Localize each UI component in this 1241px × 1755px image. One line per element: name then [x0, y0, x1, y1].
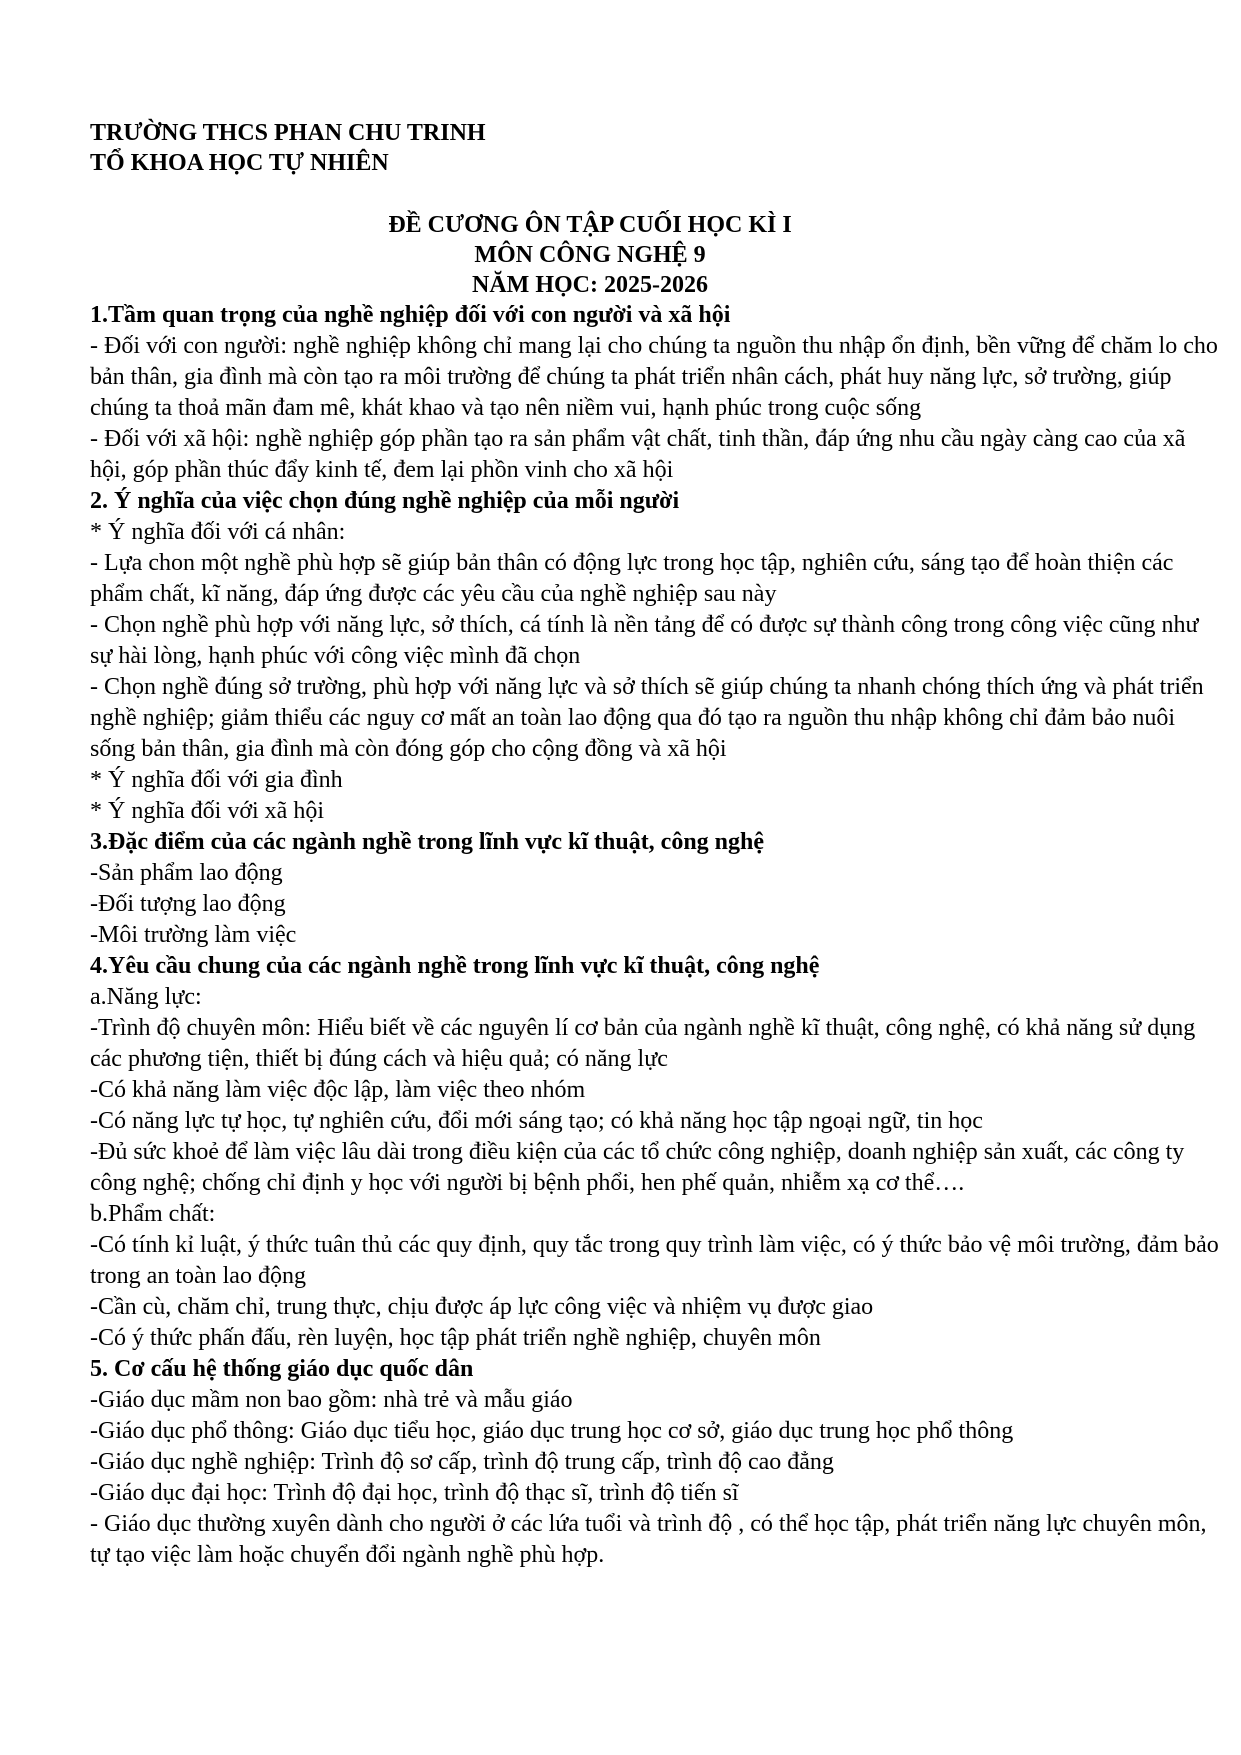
section-3	[90, 827, 1220, 951]
section-line: - Giáo dục thường xuyên dành cho người ở các lứa tuổi và trình độ , có thể học tập, phát triển năng lực chuyên môn, tự tạo việc làm hoặc chuyển đổi ngành nghề phù hợp.	[90, 1511, 1207, 1568]
section-line: -Có khả năng làm việc độc lập, làm việc theo nhóm	[90, 1077, 586, 1103]
school-year: NĂM HỌC: 2025-2026	[472, 272, 708, 298]
section-line: -Môi trường làm việc	[90, 922, 297, 948]
school-name: TRƯỜNG THCS PHAN CHU TRINH	[90, 120, 486, 146]
section-line: - Chọn nghề phù hợp với năng lực, sở thích, cá tính là nền tảng để có được sự thành công trong công việc cũng như sự hài lòng, hạnh phúc với công việc mình đã chọn	[90, 612, 1199, 669]
section-line: -Giáo dục nghề nghiệp: Trình độ sơ cấp, trình độ trung cấp, trình độ cao đẳng	[90, 1449, 834, 1475]
section-line: - Lựa chon một nghề phù hợp sẽ giúp bản thân có động lực trong học tập, nghiên cứu, sáng tạo để hoàn thiện các phẩm chất, kĩ năng, đáp ứng được các yêu cầu của nghề nghiệp sau này	[90, 550, 1174, 607]
subject-title: MÔN CÔNG NGHỆ 9	[474, 242, 706, 268]
section-line: -Đủ sức khoẻ để làm việc lâu dài trong điều kiện của các tổ chức công nghiệp, doanh nghiệp sản xuất, các công ty công nghệ; chống chỉ định y học với người bị bệnh phổi, hen phế quản, nhiễm xạ cơ thể….	[90, 1139, 1185, 1196]
section-5	[90, 1354, 1220, 1571]
section-line: -Sản phẩm lao động	[90, 860, 283, 886]
section-2	[90, 486, 1220, 827]
section-4	[90, 951, 1220, 1354]
section-line: -Trình độ chuyên môn: Hiểu biết về các nguyên lí cơ bản của ngành nghề kĩ thuật, công nghệ, có khả năng sử dụng các phương tiện, thiết bị đúng cách và hiệu quả; có năng lực	[90, 1015, 1196, 1072]
document-page	[90, 118, 1220, 1571]
department-name: TỔ KHOA HỌC TỰ NHIÊN	[90, 150, 389, 176]
section-line: b.Phẩm chất:	[90, 1201, 216, 1227]
section-heading: 5. Cơ cấu hệ thống giáo dục quốc dân	[90, 1356, 474, 1382]
document-title: ĐỀ CƯƠNG ÔN TẬP CUỐI HỌC KÌ I	[388, 212, 792, 238]
section-line: -Giáo dục mầm non bao gồm: nhà trẻ và mẫu giáo	[90, 1387, 573, 1413]
section-line: * Ý nghĩa đối với cá nhân:	[90, 519, 346, 545]
section-line: * Ý nghĩa đối với gia đình	[90, 767, 343, 793]
document-body	[90, 300, 1220, 1571]
section-line: -Cần cù, chăm chỉ, trung thực, chịu được áp lực công việc và nhiệm vụ được giao	[90, 1294, 874, 1320]
section-heading: 2. Ý nghĩa của việc chọn đúng nghề nghiệp của mỗi người	[90, 488, 680, 514]
section-line: - Đối với xã hội: nghề nghiệp góp phần tạo ra sản phẩm vật chất, tinh thần, đáp ứng nhu cầu ngày càng cao của xã hội, góp phần thúc đẩy kinh tế, đem lại phồn vinh cho xã hội	[90, 426, 1186, 483]
section-1	[90, 300, 1220, 486]
section-line: -Giáo dục đại học: Trình độ đại học, trình độ thạc sĩ, trình độ tiến sĩ	[90, 1480, 739, 1506]
section-line: -Có tính kỉ luật, ý thức tuân thủ các quy định, quy tắc trong quy trình làm việc, có ý thức bảo vệ môi trường, đảm bảo trong an toàn lao động	[90, 1232, 1219, 1289]
section-heading: 1.Tầm quan trọng của nghề nghiệp đối với con người và xã hội	[90, 302, 731, 328]
title-block	[90, 210, 1090, 300]
section-line: a.Năng lực:	[90, 984, 202, 1010]
section-line: -Đối tượng lao động	[90, 891, 286, 917]
section-heading: 3.Đặc điểm của các ngành nghề trong lĩnh vực kĩ thuật, công nghệ	[90, 829, 765, 855]
section-line: * Ý nghĩa đối với xã hội	[90, 798, 324, 824]
section-line: - Đối với con người: nghề nghiệp không chỉ mang lại cho chúng ta nguồn thu nhập ổn định, bền vững để chăm lo cho bản thân, gia đình mà còn tạo ra môi trường để chúng ta phát triển nhân cách, phát huy năng lực, sở trường, giúp chúng ta thoả mãn đam mê, khát khao và tạo nên niềm vui, hạnh phúc trong cuộc sống	[90, 333, 1218, 421]
section-line: - Chọn nghề đúng sở trường, phù hợp với năng lực và sở thích sẽ giúp chúng ta nhanh chóng thích ứng và phát triển nghề nghiệp; giảm thiểu các nguy cơ mất an toàn lao động qua đó tạo ra nguồn thu nhập không chỉ đảm bảo nuôi sống bản thân, gia đình mà còn đóng góp cho cộng đồng và xã hội	[90, 674, 1204, 762]
section-line: -Giáo dục phổ thông: Giáo dục tiểu học, giáo dục trung học cơ sở, giáo dục trung học phổ thông	[90, 1418, 1014, 1444]
section-heading: 4.Yêu cầu chung của các ngành nghề trong lĩnh vực kĩ thuật, công nghệ	[90, 953, 820, 979]
section-line: -Có năng lực tự học, tự nghiên cứu, đổi mới sáng tạo; có khả năng học tập ngoại ngữ, tin học	[90, 1108, 983, 1134]
section-line: -Có ý thức phấn đấu, rèn luyện, học tập phát triển nghề nghiệp, chuyên môn	[90, 1325, 821, 1351]
